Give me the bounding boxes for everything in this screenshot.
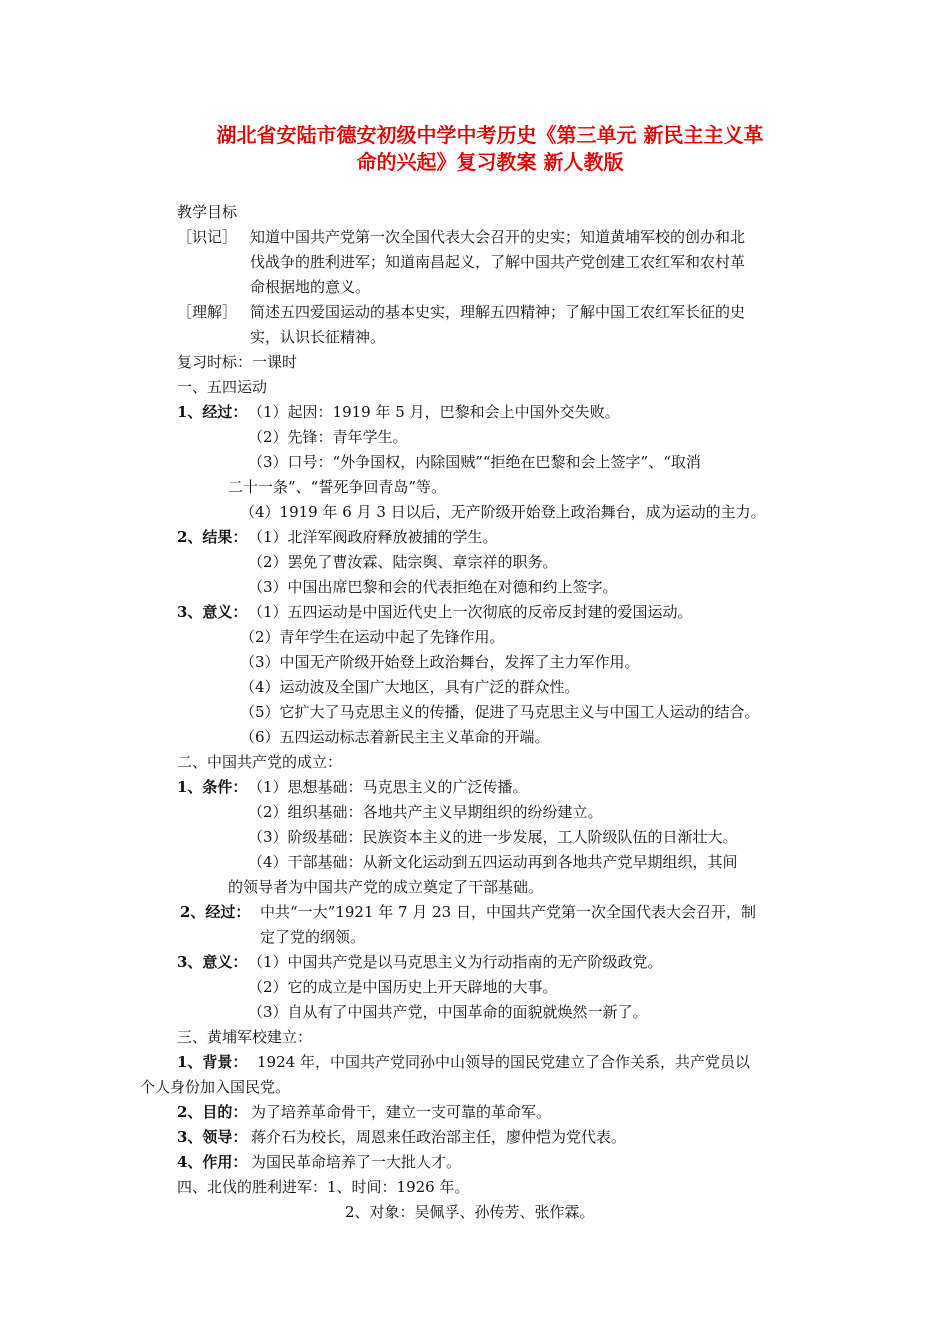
s4-p2-text: 2、对象：吴佩孚、孙传芳、张作霖。 xyxy=(345,1203,595,1221)
s1-p1-line-3a: （3）口号：“外争国权，内除国贼”“拒绝在巴黎和会上签字”、“取消 xyxy=(248,453,701,471)
s1-p3-line-5: （5）它扩大了马克思主义的传播，促进了马克思主义与中国工人运动的结合。 xyxy=(240,703,760,721)
under-line-1: 简述五四爱国运动的基本史实，理解五四精神；了解中国工农红军长征的史 xyxy=(250,303,746,321)
s4-heading: 四、北伐的胜利进军：1、时间：1926 年。 xyxy=(177,1178,470,1196)
s1-p1-line-1: （1）起因：1919 年 5 月，巴黎和会上中国外交失败。 xyxy=(248,403,620,421)
s1-p3-label: 3、意义： xyxy=(177,603,248,621)
s1-p3-line-6: （6）五四运动标志着新民主主义革命的开端。 xyxy=(240,728,550,746)
s1-p2-line-2: （2）罢免了曹汝霖、陆宗舆、章宗祥的职务。 xyxy=(248,553,558,571)
s2-p1-line-4b: 的领导者为中国共产党的成立奠定了干部基础。 xyxy=(228,878,544,896)
s2-p3-line-3: （3）自从有了中国共产党，中国革命的面貌就焕然一新了。 xyxy=(248,1003,648,1021)
s3-p4-label: 4、作用： xyxy=(177,1153,248,1171)
memo-tag: ［识记］ xyxy=(177,228,238,246)
s2-p1-line-1: （1）思想基础：马克思主义的广泛传播。 xyxy=(248,778,528,796)
memo-line-3: 命根据地的意义。 xyxy=(250,278,371,296)
s3-p4-text: 为国民革命培养了一大批人才。 xyxy=(251,1153,462,1171)
s1-p1-line-2: （2）先锋：青年学生。 xyxy=(248,428,408,446)
s1-p3-line-1: （1）五四运动是中国近代史上一次彻底的反帝反封建的爱国运动。 xyxy=(248,603,693,621)
s1-p2-line-1: （1）北洋军阀政府释放被捕的学生。 xyxy=(248,528,498,546)
s3-p1-line-b: 个人身份加入国民党。 xyxy=(140,1078,291,1096)
s1-p1-line-4: （4）1919 年 6 月 3 日以后，无产阶级开始登上政治舞台，成为运动的主力。 xyxy=(240,503,766,521)
under-line-2: 实，认识长征精神。 xyxy=(250,328,386,346)
review-time: 复习时标：一课时 xyxy=(177,353,298,371)
s2-p1-line-4a: （4）干部基础：从新文化运动到五四运动再到各地共产党早期组织，其间 xyxy=(248,853,738,871)
s3-p2-text: 为了培养革命骨干，建立一支可靠的革命军。 xyxy=(251,1103,552,1121)
goals-heading: 教学目标 xyxy=(177,203,238,221)
s2-heading: 二、中国共产党的成立： xyxy=(177,753,343,771)
s3-p1-label: 1、背景： xyxy=(177,1053,248,1071)
s2-p2-line-a: 中共“一大”1921 年 7 月 23 日，中国共产党第一次全国代表大会召开，制 xyxy=(260,903,756,921)
s1-p1-label: 1、经过： xyxy=(177,403,248,421)
s2-p3-line-1: （1）中国共产党是以马克思主义为行动指南的无产阶级政党。 xyxy=(248,953,663,971)
s2-p3-label: 3、意义： xyxy=(177,953,248,971)
s3-p3-text: 蒋介石为校长，周恩来任政治部主任，廖仲恺为党代表。 xyxy=(251,1128,627,1146)
s1-p3-line-3: （3）中国无产阶级开始登上政治舞台，发挥了主力军作用。 xyxy=(240,653,640,671)
s1-p2-line-3: （3）中国出席巴黎和会的代表拒绝在对德和约上签字。 xyxy=(248,578,618,596)
under-tag: ［理解］ xyxy=(177,303,238,321)
s2-p1-line-2: （2）组织基础：各地共产主义早期组织的纷纷建立。 xyxy=(248,803,603,821)
s1-p3-line-2: （2）青年学生在运动中起了先锋作用。 xyxy=(240,628,505,646)
s1-p1-line-3b: 二十一条”、“誓死争回青岛”等。 xyxy=(228,478,447,496)
memo-line-1: 知道中国共产党第一次全国代表大会召开的史实；知道黄埔军校的创办和北 xyxy=(250,228,746,246)
s2-p2-line-b: 定了党的纲领。 xyxy=(260,928,366,946)
doc-title-line-1: 湖北省安陆市德安初级中学中考历史《第三单元 新民主主义革 xyxy=(216,123,764,147)
s1-heading: 一、五四运动 xyxy=(177,378,268,396)
memo-line-2: 伐战争的胜利进军；知道南昌起义，了解中国共产党创建工农红军和农村革 xyxy=(250,253,746,271)
s2-p3-line-2: （2）它的成立是中国历史上开天辟地的大事。 xyxy=(248,978,558,996)
s1-p2-label: 2、结果： xyxy=(177,528,248,546)
s1-p3-line-4: （4）运动波及全国广大地区，具有广泛的群众性。 xyxy=(240,678,580,696)
s3-p3-label: 3、领导： xyxy=(177,1128,248,1146)
s3-heading: 三、黄埔军校建立： xyxy=(177,1028,313,1046)
s2-p1-line-3: （3）阶级基础：民族资本主义的进一步发展，工人阶级队伍的日渐壮大。 xyxy=(248,828,738,846)
doc-title-line-2: 命的兴起》复习教案 新人教版 xyxy=(356,150,624,174)
s2-p2-label: 2、经过： xyxy=(180,903,251,921)
s2-p1-label: 1、条件： xyxy=(177,778,248,796)
s3-p1-line-a: 1924 年，中国共产党同孙中山领导的国民党建立了合作关系，共产党员以 xyxy=(257,1053,750,1071)
s3-p2-label: 2、目的： xyxy=(177,1103,248,1121)
